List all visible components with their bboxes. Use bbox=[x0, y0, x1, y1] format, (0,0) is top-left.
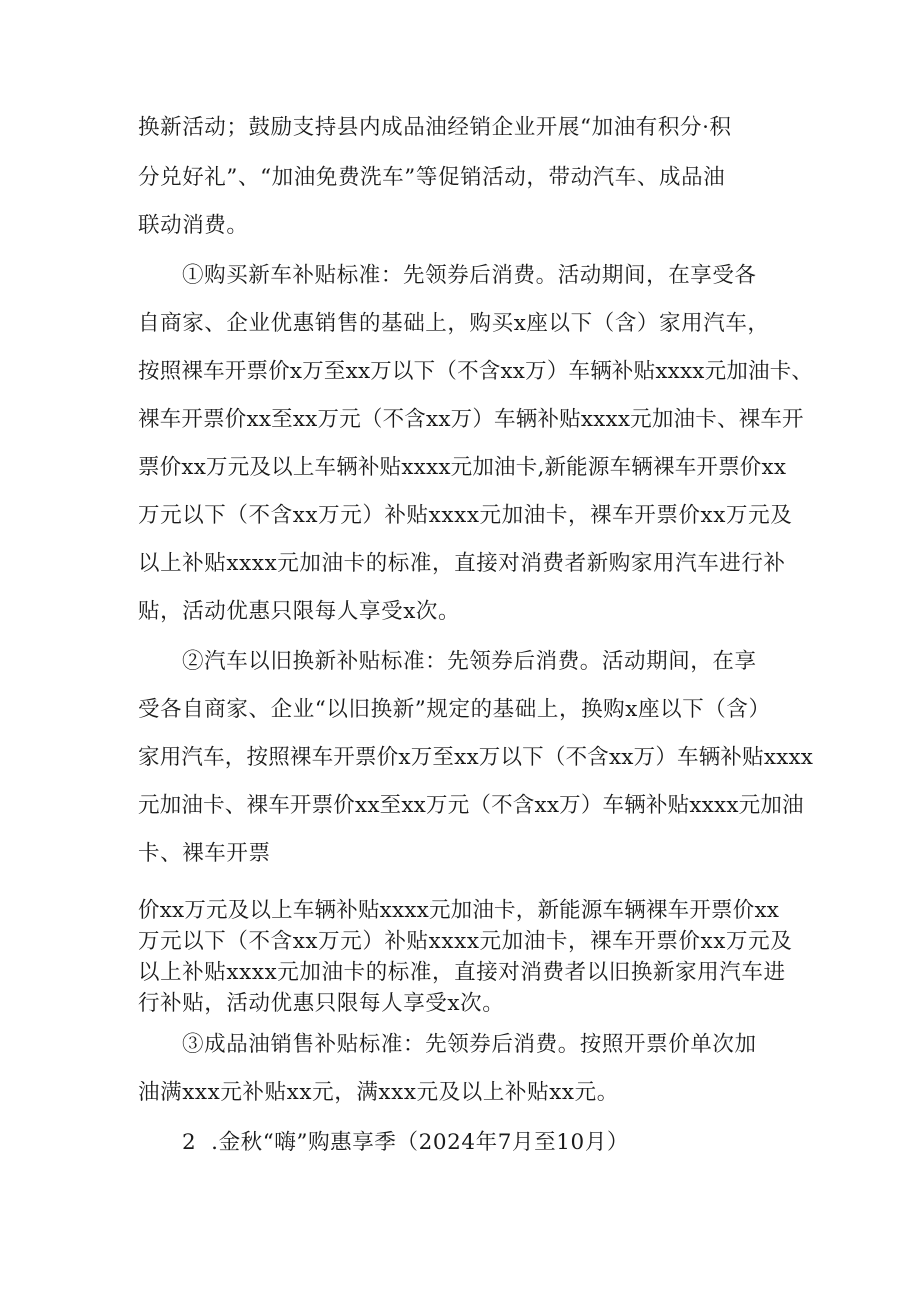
text-line: 贴，活动优惠只限每人享受x次。 bbox=[138, 599, 461, 624]
text-line: 换新活动；鼓励支持县内成品油经销企业开展“加油有积分·积 bbox=[138, 115, 732, 140]
section-heading: 2 .金秋“嗨”购惠享季（2024年7月至10月） bbox=[182, 1130, 630, 1155]
text-line: 元加油卡、裸车开票价xx至xx万元（不含xx万）车辆补贴xxxx元加油 bbox=[138, 793, 804, 818]
text-line: ①购买新车补贴标准：先领券后消费。活动期间，在享受各 bbox=[182, 263, 757, 288]
text-line: 以上补贴xxxx元加油卡的标准，直接对消费者新购家用汽车进行补 bbox=[138, 551, 786, 576]
text-line: 价xx万元及以上车辆补贴xxxx元加油卡，新能源车辆裸车开票价xx bbox=[138, 898, 780, 923]
text-line: 卡、裸车开票 bbox=[138, 841, 271, 866]
text-line: 以上补贴xxxx元加油卡的标准，直接对消费者以旧换新家用汽车进 bbox=[138, 960, 786, 985]
text-line: 家用汽车，按照裸车开票价x万至xx万以下（不含xx万）车辆补贴xxxx bbox=[138, 745, 814, 770]
text-line: 万元以下（不含xx万元）补贴xxxx元加油卡，裸车开票价xx万元及 bbox=[138, 929, 793, 954]
text-line: 裸车开票价xx至xx万元（不含xx万）车辆补贴xxxx元加油卡、裸车开 bbox=[138, 407, 804, 432]
text-line: 联动消费。 bbox=[138, 213, 249, 238]
text-line: 自商家、企业优惠销售的基础上，购买x座以下（含）家用汽车， bbox=[138, 311, 770, 336]
text-line: 按照裸车开票价x万至xx万以下（不含xx万）车辆补贴xxxx元加油卡、 bbox=[138, 359, 814, 384]
text-line: ③成品油销售补贴标准：先领券后消费。按照开票价单次加 bbox=[182, 1032, 757, 1057]
text-line: 行补贴，活动优惠只限每人享受x次。 bbox=[138, 991, 505, 1016]
text-line: 分兑好礼”、“加油免费洗车”等促销活动，带动汽车、成品油 bbox=[138, 165, 726, 190]
text-line: 油满xxx元补贴xx元，满xxx元及以上补贴xx元。 bbox=[138, 1080, 619, 1105]
text-line: 受各自商家、企业“以旧换新”规定的基础上，换购x座以下（含） bbox=[138, 697, 771, 722]
text-line: 票价xx万元及以上车辆补贴xxxx元加油卡,新能源车辆裸车开票价xx bbox=[138, 455, 787, 480]
text-line: ②汽车以旧换新补贴标准：先领券后消费。活动期间，在享 bbox=[182, 649, 757, 674]
text-line: 万元以下（不含xx万元）补贴xxxx元加油卡，裸车开票价xx万元及 bbox=[138, 503, 793, 528]
